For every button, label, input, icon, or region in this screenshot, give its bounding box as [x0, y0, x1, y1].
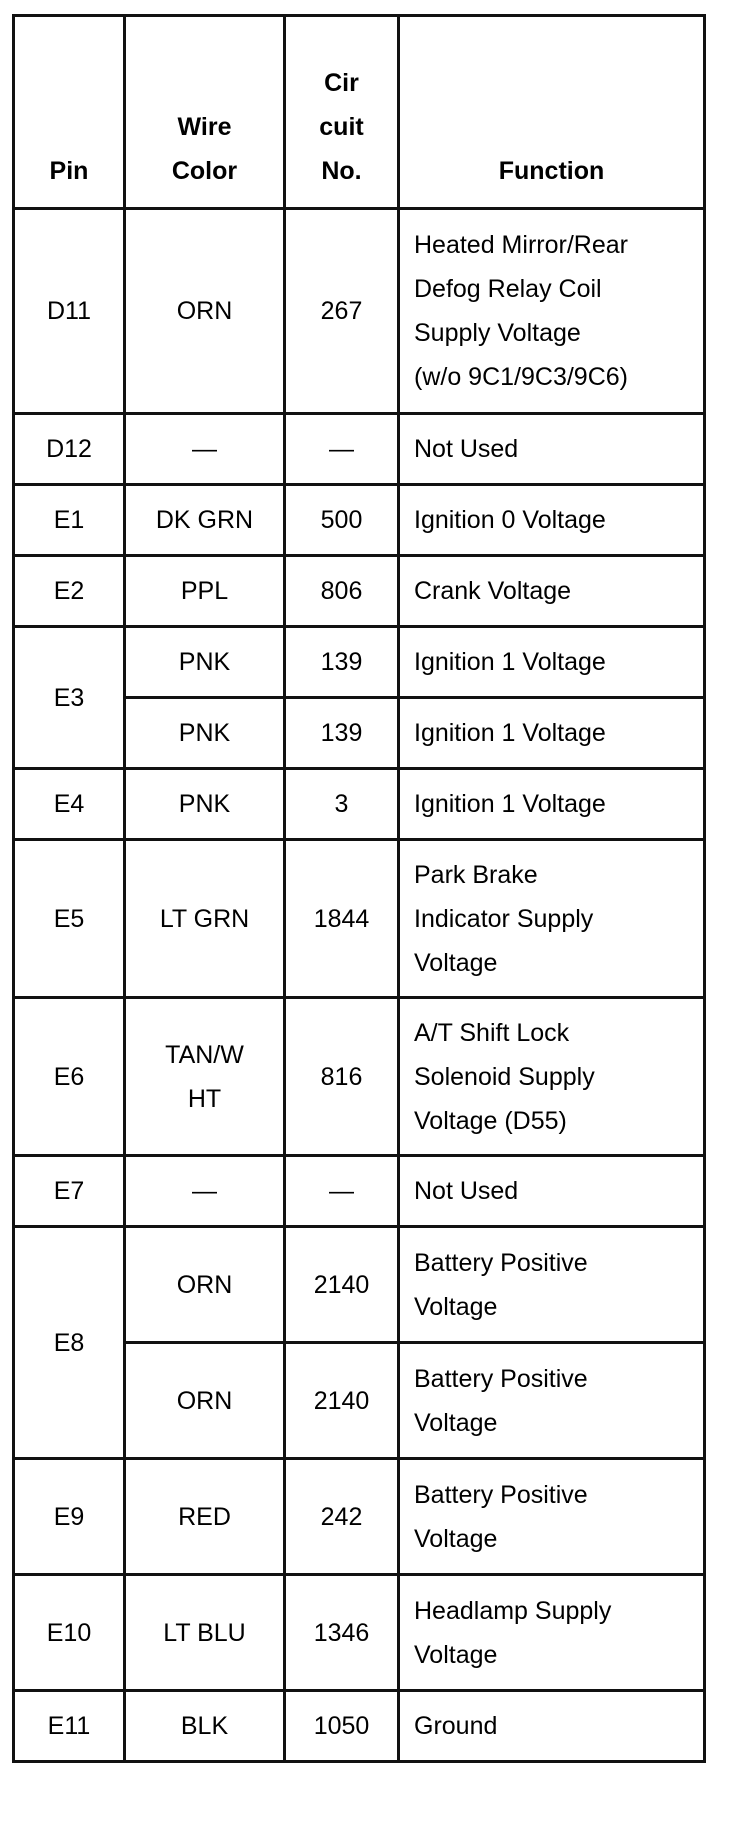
pin-cell: E2	[14, 556, 125, 627]
header-wire-color: Wire Color	[125, 16, 285, 209]
table-row	[14, 556, 705, 627]
table-row	[14, 414, 705, 485]
header-pin: Pin	[14, 16, 125, 209]
pin-cell: D12	[14, 414, 125, 485]
pin-cell: E6	[14, 998, 125, 1156]
circuit-cell: 816	[285, 998, 399, 1156]
function-cell: Park Brake Indicator Supply Voltage	[399, 840, 705, 998]
pin-cell: E4	[14, 769, 125, 840]
function-cell: Ignition 1 Voltage	[399, 769, 705, 840]
wire-color-cell: —	[125, 414, 285, 485]
table-row	[14, 998, 705, 1156]
circuit-cell: 1050	[285, 1691, 399, 1762]
table-row	[14, 1575, 705, 1691]
pin-cell: E1	[14, 485, 125, 556]
table-row	[14, 840, 705, 998]
wire-color-cell: ORN	[125, 1227, 285, 1343]
header-circuit-no: Cir cuit No.	[285, 16, 399, 209]
function-cell: Ignition 1 Voltage	[399, 627, 705, 698]
table-row	[14, 1156, 705, 1227]
function-cell: Not Used	[399, 414, 705, 485]
circuit-cell: 2140	[285, 1227, 399, 1343]
table-body	[14, 209, 705, 1762]
table-header	[14, 16, 705, 209]
wire-color-cell: RED	[125, 1459, 285, 1575]
pin-cell: E11	[14, 1691, 125, 1762]
function-cell: A/T Shift Lock Solenoid Supply Voltage (D55)	[399, 998, 705, 1156]
wire-color-cell: LT BLU	[125, 1575, 285, 1691]
wire-color-cell: DK GRN	[125, 485, 285, 556]
function-cell: Battery Positive Voltage	[399, 1343, 705, 1459]
pin-cell: D11	[14, 209, 125, 414]
header-function: Function	[399, 16, 705, 209]
table-row	[14, 209, 705, 414]
function-cell: Ignition 1 Voltage	[399, 698, 705, 769]
table-row	[14, 1691, 705, 1762]
table-row	[14, 1459, 705, 1575]
circuit-cell: 500	[285, 485, 399, 556]
circuit-cell: 1346	[285, 1575, 399, 1691]
function-cell: Not Used	[399, 1156, 705, 1227]
circuit-cell: —	[285, 1156, 399, 1227]
wire-color-cell: ORN	[125, 209, 285, 414]
function-cell: Battery Positive Voltage	[399, 1227, 705, 1343]
table-row	[14, 485, 705, 556]
wire-color-cell: LT GRN	[125, 840, 285, 998]
function-cell: Ignition 0 Voltage	[399, 485, 705, 556]
table-row	[14, 769, 705, 840]
wire-color-cell: ORN	[125, 1343, 285, 1459]
wire-color-cell: PNK	[125, 698, 285, 769]
circuit-cell: 2140	[285, 1343, 399, 1459]
circuit-cell: —	[285, 414, 399, 485]
function-cell: Headlamp Supply Voltage	[399, 1575, 705, 1691]
wire-color-cell: —	[125, 1156, 285, 1227]
wire-color-cell: PNK	[125, 769, 285, 840]
function-cell: Ground	[399, 1691, 705, 1762]
function-cell: Battery Positive Voltage	[399, 1459, 705, 1575]
circuit-cell: 3	[285, 769, 399, 840]
connector-pinout-table	[12, 14, 706, 1763]
wire-color-cell: TAN/W HT	[125, 998, 285, 1156]
table-row	[14, 627, 705, 698]
wire-color-cell: BLK	[125, 1691, 285, 1762]
header-row	[14, 16, 705, 209]
wire-color-cell: PNK	[125, 627, 285, 698]
pin-cell: E8	[14, 1227, 125, 1459]
pin-cell: E9	[14, 1459, 125, 1575]
circuit-cell: 1844	[285, 840, 399, 998]
pin-cell: E10	[14, 1575, 125, 1691]
circuit-cell: 242	[285, 1459, 399, 1575]
circuit-cell: 139	[285, 627, 399, 698]
pin-cell: E3	[14, 627, 125, 769]
function-cell: Crank Voltage	[399, 556, 705, 627]
circuit-cell: 139	[285, 698, 399, 769]
circuit-cell: 806	[285, 556, 399, 627]
function-cell: Heated Mirror/Rear Defog Relay Coil Supply Voltage (w/o 9C1/9C3/9C6)	[399, 209, 705, 414]
circuit-cell: 267	[285, 209, 399, 414]
pin-cell: E5	[14, 840, 125, 998]
table-row	[14, 1227, 705, 1343]
pin-cell: E7	[14, 1156, 125, 1227]
wire-color-cell: PPL	[125, 556, 285, 627]
